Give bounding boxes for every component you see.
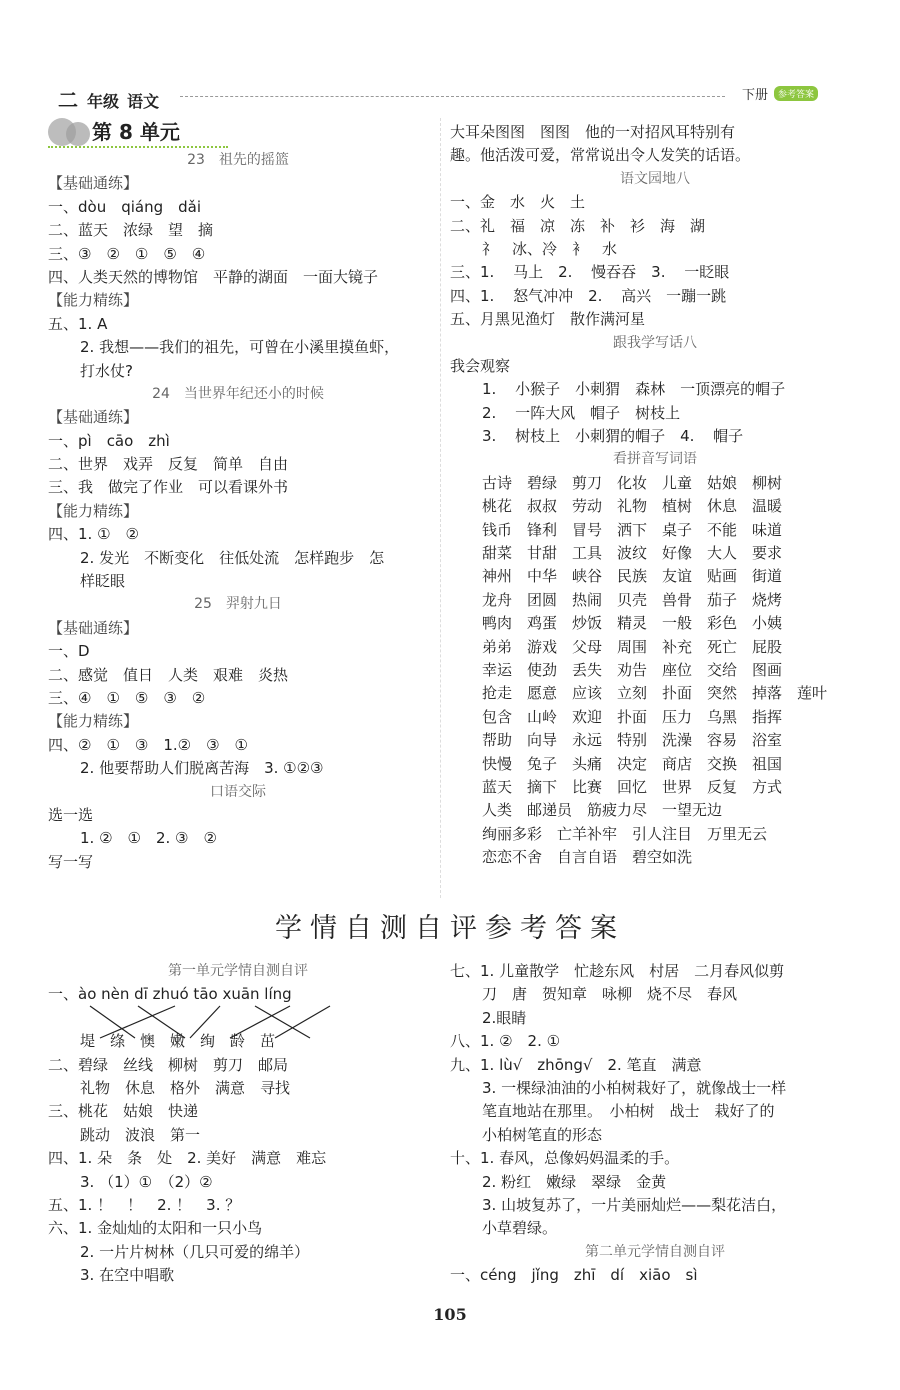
answer-line: 小草碧绿。 bbox=[482, 1219, 558, 1238]
answer-line: 2. 一阵大风 帽子 树枝上 bbox=[482, 403, 681, 422]
answer-line: 样眨眼 bbox=[80, 572, 126, 591]
answer-line: 25 羿射九日 bbox=[194, 596, 282, 613]
answer-line: 1. ② ① 2. ③ ② bbox=[80, 829, 217, 848]
answer-line: 弟弟 游戏 父母 周围 补充 死亡 屁股 bbox=[482, 637, 783, 656]
match-line bbox=[190, 1006, 220, 1038]
answer-line: 3. （1）① （2）② bbox=[80, 1172, 213, 1191]
answer-line: 一、ào nèn dī zhuó tāo xuān líng bbox=[48, 985, 292, 1004]
answer-badge: 参考答案 bbox=[774, 86, 818, 101]
answer-line: 包含 山岭 欢迎 扑面 压力 乌黑 指挥 bbox=[482, 707, 783, 726]
answer-line: 古诗 碧绿 剪刀 化妆 儿童 姑娘 柳树 bbox=[482, 473, 783, 492]
answer-line: 3. 在空中唱歌 bbox=[80, 1266, 175, 1285]
answer-line: 大耳朵图图 图图 他的一对招风耳特别有 bbox=[450, 123, 736, 141]
answer-line: 写一写 bbox=[48, 852, 94, 871]
answer-line: 跳动 波浪 第一 bbox=[80, 1125, 201, 1144]
answer-line: 2.眼睛 bbox=[482, 1008, 527, 1027]
answer-line: 一、dòu qiáng dǎi bbox=[48, 197, 201, 216]
page-number: 105 bbox=[433, 1305, 467, 1324]
matching-lines-diagram bbox=[80, 1004, 340, 1040]
answer-line: 钱币 锋利 冒号 洒下 桌子 不能 味道 bbox=[482, 520, 783, 539]
answer-line: 恋恋不舍 自言自语 碧空如洗 bbox=[482, 848, 693, 867]
answer-line: 二、感觉 值日 人类 艰难 炎热 bbox=[48, 665, 289, 684]
answer-line: 三、我 做完了作业 可以看课外书 bbox=[48, 478, 289, 497]
answer-line: 帮助 向导 永远 特别 洗澡 容易 浴室 bbox=[482, 731, 783, 750]
answer-line: 3. 一棵绿油油的小柏树栽好了，就像战士一样 bbox=[482, 1078, 787, 1097]
answer-line: 三、桃花 姑娘 快递 bbox=[48, 1102, 199, 1121]
answer-line: 四、② ① ③ 1.② ③ ① bbox=[48, 735, 248, 754]
answer-line: 跟我学写话八 bbox=[613, 334, 697, 351]
answer-line: 龙舟 团圆 热闹 贝壳 兽骨 茄子 烧烤 bbox=[482, 590, 783, 609]
answer-line: 24 当世界年纪还小的时候 bbox=[152, 385, 324, 402]
answer-line: 口语交际 bbox=[210, 783, 266, 800]
answer-line: 四、1. 怒气冲冲 2. 高兴 一蹦一跳 bbox=[450, 286, 727, 305]
unit-circle-overlay-icon bbox=[66, 122, 90, 146]
page-header-left bbox=[58, 84, 159, 113]
answer-line: 打水仗? bbox=[80, 361, 133, 380]
answer-line: 礻 冰、冷 衤 水 bbox=[482, 239, 618, 258]
answer-line: 趣。他活泼可爱，常常说出令人发笑的话语。 bbox=[450, 146, 751, 165]
answer-line: 甜菜 甘甜 工具 波纹 好像 大人 要求 bbox=[482, 544, 783, 563]
answer-line: 一、céng jǐng zhī dí xiāo sì bbox=[450, 1266, 698, 1285]
answer-line: 【能力精练】 bbox=[48, 291, 139, 310]
answer-line: 四、1. 朵 条 处 2. 美好 满意 难忘 bbox=[48, 1149, 327, 1168]
answer-line: 语文园地八 bbox=[620, 170, 690, 187]
answer-line: 2. 他要帮助人们脱离苦海 3. ①②③ bbox=[80, 759, 324, 778]
answer-line: 小柏树笔直的形态 bbox=[482, 1125, 603, 1144]
answer-line: 四、1. ① ② bbox=[48, 525, 139, 544]
answer-line: 【基础通练】 bbox=[48, 174, 139, 193]
left-answer-column bbox=[48, 149, 428, 874]
column-divider bbox=[440, 118, 441, 898]
grade-label: 年级 bbox=[87, 92, 120, 111]
answer-line: 二、碧绿 丝线 柳树 剪刀 邮局 bbox=[48, 1055, 289, 1074]
subject-label: 语文 bbox=[127, 92, 160, 111]
answer-line: 绚丽多彩 亡羊补牢 引人注目 万里无云 bbox=[482, 824, 768, 843]
answer-line: 2. 发光 不断变化 往低处流 怎样跑步 怎 bbox=[80, 548, 385, 567]
answer-line: 五、1. ！ ！ 2. ！ 3. ？ bbox=[48, 1195, 241, 1214]
answer-line: 桃花 叔叔 劳动 礼物 植树 休息 温暖 bbox=[482, 497, 783, 516]
term-label: 下册 bbox=[742, 88, 769, 103]
answer-line: 【能力精练】 bbox=[48, 712, 139, 731]
answer-line: 十、1. 春风，总像妈妈温柔的手。 bbox=[450, 1149, 680, 1168]
page-header-right bbox=[742, 84, 818, 103]
answer-line: 1. 小猴子 小刺猬 森林 一顶漂亮的帽子 bbox=[482, 380, 786, 399]
answer-line: 一、pì cāo zhì bbox=[48, 431, 170, 450]
answer-line: 3. 树枝上 小刺猬的帽子 4. 帽子 bbox=[482, 427, 744, 446]
match-line bbox=[100, 1006, 175, 1038]
answer-line: 【能力精练】 bbox=[48, 501, 139, 520]
answer-line: 第一单元学情自测自评 bbox=[168, 963, 308, 979]
answer-line: 五、月黑见渔灯 散作满河星 bbox=[450, 310, 646, 329]
answer-line: 二、礼 福 凉 冻 补 衫 海 湖 bbox=[450, 216, 706, 235]
answer-line: 【基础通练】 bbox=[48, 618, 139, 637]
answer-line: 第二单元学情自测自评 bbox=[585, 1243, 725, 1260]
right-answer-column bbox=[450, 121, 860, 870]
answer-line: 七、1. 儿童散学 忙趁东风 村居 二月春风似剪 bbox=[450, 962, 785, 980]
answer-line: 八、1. ② 2. ① bbox=[450, 1032, 561, 1051]
answer-line: 2. 一片片树林（几只可爱的绵羊） bbox=[80, 1242, 310, 1261]
answer-line: 堤 绦 懊 嫩 绚 龄 茁 bbox=[80, 1032, 276, 1051]
answer-line: 23 祖先的摇篮 bbox=[187, 152, 289, 168]
answer-line: 一、D bbox=[48, 642, 90, 661]
answer-line: 3. 山坡复苏了，一片美丽灿烂——梨花洁白， bbox=[482, 1195, 787, 1214]
answer-line: 三、④ ① ⑤ ③ ② bbox=[48, 688, 206, 707]
answer-line: 2. 粉红 嫩绿 翠绿 金黄 bbox=[482, 1172, 667, 1191]
answer-line: 礼物 休息 格外 满意 寻找 bbox=[80, 1078, 291, 1097]
answer-line: 鸭肉 鸡蛋 炒饭 精灵 一般 彩色 小姨 bbox=[482, 614, 783, 633]
unit-title: 第 8 单元 bbox=[92, 120, 180, 144]
answer-line: 人类 邮递员 筋疲力尽 一望无边 bbox=[482, 801, 723, 820]
answer-line: 幸运 使劲 丢失 劝告 座位 交给 图画 bbox=[482, 660, 783, 679]
answer-line: 三、1. 马上 2. 慢吞吞 3. 一眨眼 bbox=[450, 263, 730, 282]
answer-line: 一、金 水 火 土 bbox=[450, 193, 586, 212]
unit-title-underline bbox=[48, 146, 228, 148]
answer-line: 蓝天 摘下 比赛 回忆 世界 反复 方式 bbox=[482, 777, 783, 796]
answer-line: 四、人类天然的博物馆 平静的湖面 一面大镜子 bbox=[48, 267, 379, 286]
answer-line: 五、1. A bbox=[48, 314, 108, 333]
self-test-title: 学情自测自评参考答案 bbox=[275, 913, 625, 944]
answer-line: 六、1. 金灿灿的太阳和一只小鸟 bbox=[48, 1219, 263, 1238]
answer-line: 我会观察 bbox=[450, 356, 511, 375]
answer-line: 二、蓝天 浓绿 望 摘 bbox=[48, 221, 214, 240]
answer-line: 笔直地站在那里。 小柏树 战士 栽好了的 bbox=[482, 1102, 775, 1121]
answer-line: 神州 中华 峡谷 民族 友谊 贴画 街道 bbox=[482, 567, 783, 586]
answer-line: 2. 我想——我们的祖先，可曾在小溪里摸鱼虾， bbox=[80, 338, 400, 357]
answer-line: 九、1. lù√ zhōng√ 2. 笔直 满意 bbox=[450, 1055, 702, 1074]
match-line bbox=[138, 1006, 185, 1038]
answer-line: 三、③ ② ① ⑤ ④ bbox=[48, 244, 206, 263]
answer-line: 快慢 兔子 头痛 决定 商店 交换 祖国 bbox=[482, 754, 783, 773]
answer-line: 抢走 愿意 应该 立刻 扑面 突然 掉落 莲叶 bbox=[482, 684, 828, 703]
grade-number: 二 bbox=[58, 88, 79, 112]
answer-line: 刀 唐 贺知章 咏柳 烧不尽 春风 bbox=[482, 985, 738, 1004]
answer-line: 二、世界 戏弄 反复 简单 自由 bbox=[48, 455, 289, 474]
answer-line: 【基础通练】 bbox=[48, 408, 139, 427]
answer-line: 看拼音写词语 bbox=[613, 451, 697, 468]
answer-line: 选一选 bbox=[48, 805, 94, 824]
header-rule bbox=[180, 96, 725, 97]
self-test-right-column bbox=[450, 960, 860, 1287]
match-line bbox=[230, 1006, 290, 1038]
